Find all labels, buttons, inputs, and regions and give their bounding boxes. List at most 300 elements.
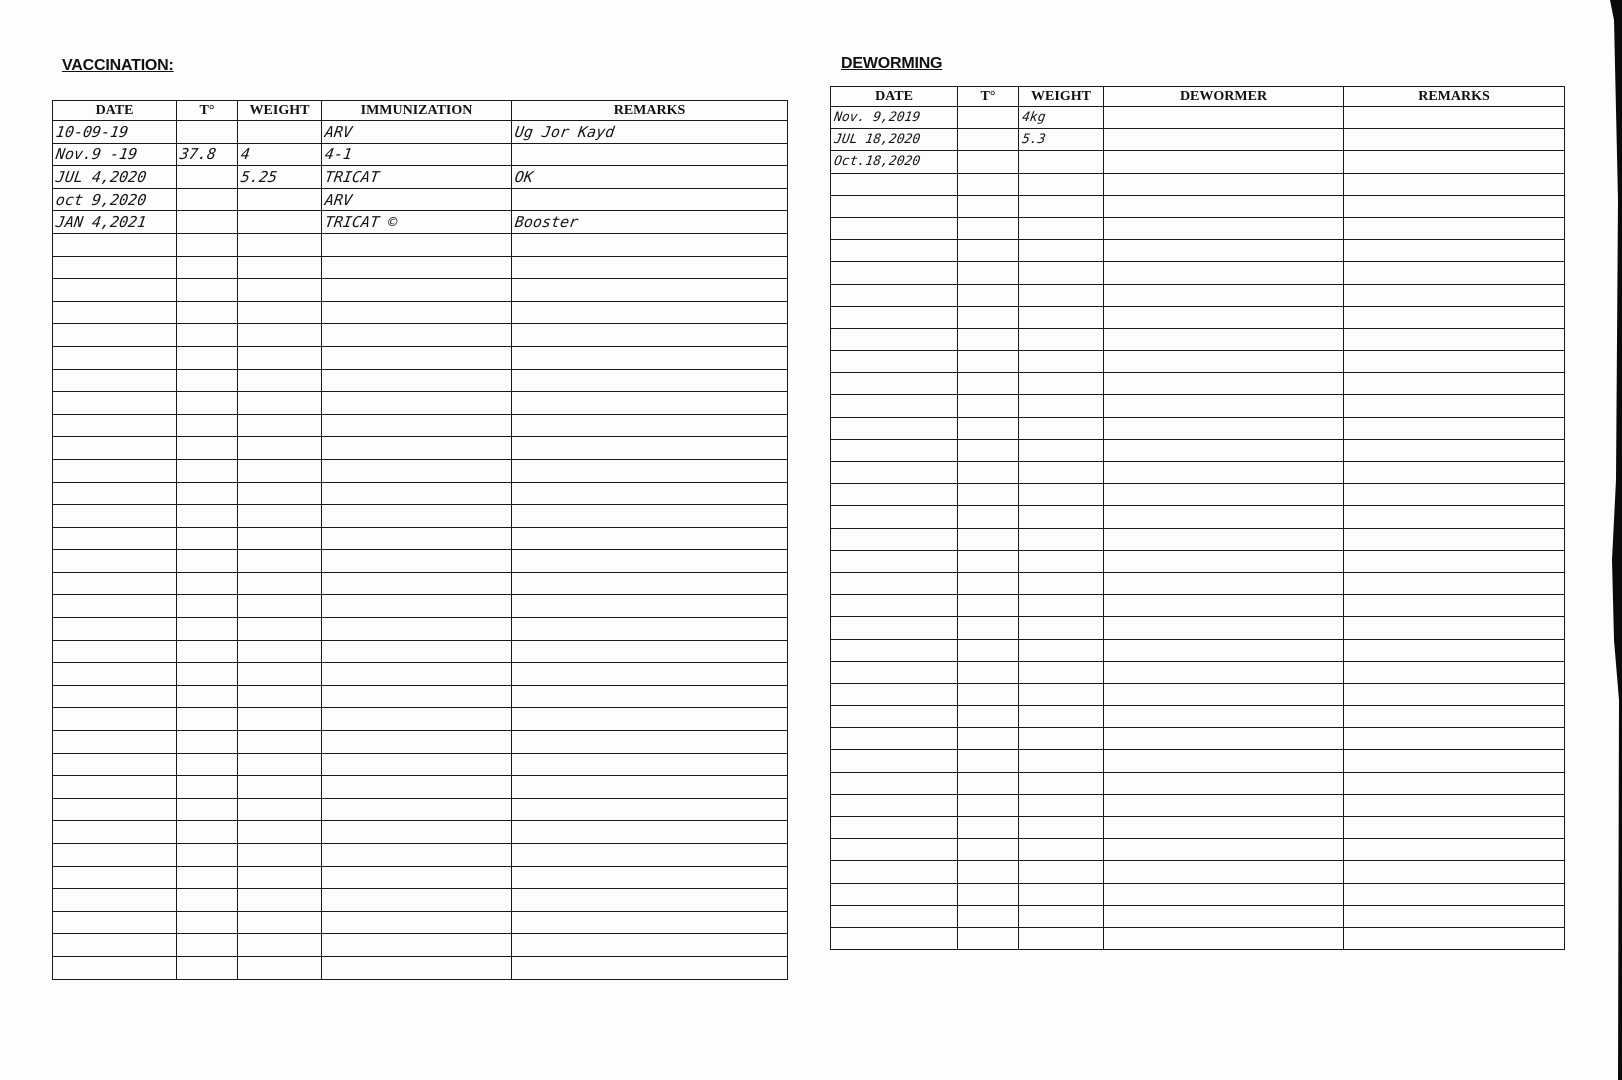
cell-immunization xyxy=(322,482,512,505)
table-row-empty xyxy=(831,195,1565,217)
deworming-header-row xyxy=(831,87,1565,107)
cell-dewormer xyxy=(1104,417,1344,439)
cell-date xyxy=(831,772,958,794)
cell-dewormer xyxy=(1104,351,1344,373)
cell-remarks xyxy=(512,121,788,144)
cell-date xyxy=(831,572,958,594)
cell-remarks xyxy=(1344,706,1565,728)
cell-remarks xyxy=(512,798,788,821)
cell-date xyxy=(831,217,958,239)
cell-weight xyxy=(1019,439,1104,461)
cell-remarks xyxy=(512,889,788,912)
cell-temperature xyxy=(177,166,238,189)
column-header-weight: WEIGHT xyxy=(238,101,322,121)
cell-date xyxy=(53,866,177,889)
cell-dewormer xyxy=(1104,728,1344,750)
table-row-empty xyxy=(53,776,788,799)
cell-date xyxy=(53,595,177,618)
table-row-empty xyxy=(53,595,788,618)
cell-date xyxy=(831,817,958,839)
cell-date xyxy=(831,617,958,639)
cell-remarks xyxy=(512,188,788,211)
cell-temperature xyxy=(958,262,1019,284)
table-row xyxy=(831,129,1565,151)
cell-temperature xyxy=(177,572,238,595)
cell-temperature xyxy=(177,459,238,482)
cell-remarks xyxy=(1344,750,1565,772)
cell-date xyxy=(831,306,958,328)
cell-date xyxy=(831,129,958,151)
table-row-empty xyxy=(53,708,788,731)
cell-date xyxy=(831,683,958,705)
cell-date xyxy=(53,618,177,641)
cell-dewormer xyxy=(1104,861,1344,883)
cell-weight xyxy=(1019,373,1104,395)
cell-date xyxy=(831,107,958,129)
table-row-empty xyxy=(53,414,788,437)
cell-weight xyxy=(238,844,322,867)
cell-temperature xyxy=(958,129,1019,151)
cell-date xyxy=(53,392,177,415)
cell-weight xyxy=(1019,817,1104,839)
cell-remarks xyxy=(512,753,788,776)
table-row-empty xyxy=(53,618,788,641)
handwritten-entry: 4 xyxy=(239,145,252,164)
table-row xyxy=(53,188,788,211)
cell-temperature xyxy=(177,798,238,821)
cell-date xyxy=(53,798,177,821)
table-row-empty xyxy=(831,351,1565,373)
cell-weight xyxy=(1019,750,1104,772)
cell-remarks xyxy=(512,482,788,505)
cell-weight xyxy=(1019,883,1104,905)
cell-weight xyxy=(238,708,322,731)
table-row-empty xyxy=(53,324,788,347)
column-header-temperature: T° xyxy=(958,87,1019,107)
cell-weight xyxy=(238,911,322,934)
cell-weight xyxy=(1019,528,1104,550)
cell-temperature xyxy=(958,439,1019,461)
table-row-empty xyxy=(53,640,788,663)
cell-remarks xyxy=(1344,328,1565,350)
cell-weight xyxy=(1019,506,1104,528)
cell-weight xyxy=(238,956,322,979)
cell-temperature xyxy=(177,482,238,505)
cell-temperature xyxy=(177,685,238,708)
table-row-empty xyxy=(53,256,788,279)
cell-date xyxy=(53,685,177,708)
cell-remarks xyxy=(1344,173,1565,195)
cell-weight xyxy=(238,527,322,550)
cell-weight xyxy=(1019,173,1104,195)
cell-date xyxy=(53,233,177,256)
cell-temperature xyxy=(958,240,1019,262)
cell-dewormer xyxy=(1104,439,1344,461)
cell-weight xyxy=(238,663,322,686)
cell-immunization xyxy=(322,143,512,166)
cell-weight xyxy=(1019,306,1104,328)
table-row-empty xyxy=(831,462,1565,484)
cell-remarks xyxy=(1344,683,1565,705)
cell-date xyxy=(53,821,177,844)
table-row-empty xyxy=(831,661,1565,683)
cell-dewormer xyxy=(1104,129,1344,151)
cell-temperature xyxy=(177,188,238,211)
cell-date xyxy=(53,143,177,166)
cell-dewormer xyxy=(1104,195,1344,217)
cell-dewormer xyxy=(1104,107,1344,129)
cell-temperature xyxy=(177,753,238,776)
table-row-empty xyxy=(831,395,1565,417)
handwritten-entry: JUL 4,2020 xyxy=(54,167,148,186)
cell-temperature xyxy=(177,505,238,528)
cell-date xyxy=(53,211,177,234)
cell-weight xyxy=(1019,794,1104,816)
cell-dewormer xyxy=(1104,462,1344,484)
cell-weight xyxy=(1019,151,1104,173)
cell-remarks xyxy=(512,618,788,641)
table-row-empty xyxy=(831,683,1565,705)
cell-weight xyxy=(1019,107,1104,129)
handwritten-entry: Nov.9 -19 xyxy=(54,145,139,164)
cell-temperature xyxy=(177,844,238,867)
cell-dewormer xyxy=(1104,484,1344,506)
table-row-empty xyxy=(53,889,788,912)
cell-temperature xyxy=(958,373,1019,395)
cell-weight xyxy=(238,369,322,392)
cell-date xyxy=(831,883,958,905)
cell-remarks xyxy=(1344,861,1565,883)
table-row-empty xyxy=(831,528,1565,550)
cell-remarks xyxy=(1344,262,1565,284)
table-row-empty xyxy=(831,883,1565,905)
cell-dewormer xyxy=(1104,794,1344,816)
cell-dewormer xyxy=(1104,328,1344,350)
cell-temperature xyxy=(958,417,1019,439)
cell-remarks xyxy=(1344,817,1565,839)
cell-temperature xyxy=(958,351,1019,373)
cell-weight xyxy=(1019,639,1104,661)
cell-immunization xyxy=(322,346,512,369)
table-row-empty xyxy=(831,173,1565,195)
cell-temperature xyxy=(177,595,238,618)
cell-temperature xyxy=(177,392,238,415)
cell-remarks xyxy=(1344,395,1565,417)
cell-date xyxy=(53,889,177,912)
handwritten-entry: 4-1 xyxy=(323,145,354,164)
torn-edge-decoration xyxy=(1592,0,1622,1080)
vaccination-title: VACCINATION: xyxy=(62,57,174,74)
deworming-title: DEWORMING xyxy=(841,55,943,72)
handwritten-entry: 37.8 xyxy=(178,145,218,164)
table-row-empty xyxy=(53,753,788,776)
cell-remarks xyxy=(512,731,788,754)
cell-weight xyxy=(238,821,322,844)
cell-remarks xyxy=(1344,107,1565,129)
cell-temperature xyxy=(958,107,1019,129)
table-row-empty xyxy=(831,328,1565,350)
column-header-date: DATE xyxy=(831,87,958,107)
cell-weight xyxy=(238,776,322,799)
cell-remarks xyxy=(512,505,788,528)
table-row-empty xyxy=(53,934,788,957)
cell-temperature xyxy=(958,728,1019,750)
cell-temperature xyxy=(177,618,238,641)
cell-temperature xyxy=(958,817,1019,839)
cell-weight xyxy=(238,889,322,912)
cell-weight xyxy=(238,279,322,302)
table-row-empty xyxy=(831,706,1565,728)
cell-temperature xyxy=(177,233,238,256)
handwritten-entry: ARV xyxy=(323,122,354,141)
cell-remarks xyxy=(1344,506,1565,528)
cell-temperature xyxy=(958,794,1019,816)
cell-temperature xyxy=(177,256,238,279)
cell-temperature xyxy=(177,211,238,234)
cell-temperature xyxy=(177,414,238,437)
cell-date xyxy=(831,905,958,927)
cell-remarks xyxy=(1344,927,1565,949)
cell-dewormer xyxy=(1104,706,1344,728)
cell-weight xyxy=(1019,861,1104,883)
cell-weight xyxy=(238,324,322,347)
cell-date xyxy=(831,639,958,661)
cell-remarks xyxy=(512,572,788,595)
cell-weight xyxy=(238,798,322,821)
cell-remarks xyxy=(512,211,788,234)
cell-temperature xyxy=(177,437,238,460)
column-header-weight: WEIGHT xyxy=(1019,87,1104,107)
table-row-empty xyxy=(831,439,1565,461)
cell-immunization xyxy=(322,595,512,618)
cell-weight xyxy=(238,143,322,166)
cell-immunization xyxy=(322,753,512,776)
cell-date xyxy=(53,369,177,392)
cell-weight xyxy=(1019,240,1104,262)
cell-date xyxy=(831,728,958,750)
cell-immunization xyxy=(322,392,512,415)
table-row-empty xyxy=(831,373,1565,395)
cell-weight xyxy=(238,256,322,279)
cell-date xyxy=(831,706,958,728)
table-row-empty xyxy=(53,437,788,460)
cell-date xyxy=(831,861,958,883)
cell-date xyxy=(831,550,958,572)
handwritten-entry: 10-09-19 xyxy=(54,122,130,141)
cell-weight xyxy=(1019,195,1104,217)
cell-dewormer xyxy=(1104,883,1344,905)
table-row xyxy=(831,107,1565,129)
cell-dewormer xyxy=(1104,772,1344,794)
cell-immunization xyxy=(322,911,512,934)
cell-immunization xyxy=(322,821,512,844)
vaccination-table xyxy=(52,100,788,980)
cell-date xyxy=(831,439,958,461)
cell-weight xyxy=(1019,595,1104,617)
cell-temperature xyxy=(958,550,1019,572)
cell-remarks xyxy=(512,911,788,934)
cell-temperature xyxy=(958,661,1019,683)
table-row-empty xyxy=(831,839,1565,861)
table-row-empty xyxy=(53,866,788,889)
cell-date xyxy=(831,373,958,395)
table-row-empty xyxy=(831,772,1565,794)
column-header-date: DATE xyxy=(53,101,177,121)
cell-date xyxy=(53,956,177,979)
cell-immunization xyxy=(322,414,512,437)
cell-weight xyxy=(238,392,322,415)
cell-immunization xyxy=(322,256,512,279)
table-row-empty xyxy=(53,527,788,550)
cell-temperature xyxy=(958,328,1019,350)
cell-immunization xyxy=(322,889,512,912)
cell-date xyxy=(831,262,958,284)
cell-weight xyxy=(1019,706,1104,728)
cell-date xyxy=(53,166,177,189)
cell-remarks xyxy=(512,866,788,889)
cell-weight xyxy=(1019,927,1104,949)
cell-date xyxy=(831,151,958,173)
table-row-empty xyxy=(53,572,788,595)
table-row-empty xyxy=(53,459,788,482)
handwritten-entry: TRICAT xyxy=(323,167,381,186)
cell-temperature xyxy=(958,905,1019,927)
handwritten-entry: TRICAT © xyxy=(323,213,399,232)
cell-date xyxy=(831,328,958,350)
cell-date xyxy=(831,595,958,617)
cell-immunization xyxy=(322,685,512,708)
column-header-dewormer: DEWORMER xyxy=(1104,87,1344,107)
table-row xyxy=(831,151,1565,173)
cell-dewormer xyxy=(1104,262,1344,284)
cell-remarks xyxy=(1344,572,1565,594)
column-header-remarks: REMARKS xyxy=(1344,87,1565,107)
cell-remarks xyxy=(1344,794,1565,816)
cell-immunization xyxy=(322,731,512,754)
cell-date xyxy=(831,661,958,683)
table-row-empty xyxy=(831,927,1565,949)
cell-date xyxy=(53,437,177,460)
table-row-empty xyxy=(53,233,788,256)
cell-date xyxy=(53,188,177,211)
column-header-immunization: IMMUNIZATION xyxy=(322,101,512,121)
cell-immunization xyxy=(322,708,512,731)
cell-weight xyxy=(1019,351,1104,373)
cell-dewormer xyxy=(1104,173,1344,195)
cell-date xyxy=(53,324,177,347)
cell-date xyxy=(53,708,177,731)
cell-weight xyxy=(238,866,322,889)
cell-weight xyxy=(238,166,322,189)
cell-remarks xyxy=(1344,284,1565,306)
deworming-table xyxy=(830,86,1565,950)
cell-weight xyxy=(1019,484,1104,506)
cell-weight xyxy=(238,685,322,708)
handwritten-entry: 5.25 xyxy=(239,167,279,186)
cell-date xyxy=(831,927,958,949)
cell-dewormer xyxy=(1104,839,1344,861)
handwritten-entry: Nov. 9,2019 xyxy=(833,109,922,125)
cell-remarks xyxy=(512,663,788,686)
table-row-empty xyxy=(831,306,1565,328)
cell-weight xyxy=(1019,217,1104,239)
cell-remarks xyxy=(512,708,788,731)
cell-dewormer xyxy=(1104,817,1344,839)
table-row xyxy=(53,121,788,144)
cell-dewormer xyxy=(1104,927,1344,949)
cell-date xyxy=(831,351,958,373)
cell-date xyxy=(831,506,958,528)
cell-dewormer xyxy=(1104,639,1344,661)
cell-temperature xyxy=(177,369,238,392)
cell-dewormer xyxy=(1104,595,1344,617)
cell-remarks xyxy=(1344,839,1565,861)
table-row-empty xyxy=(831,617,1565,639)
cell-date xyxy=(53,663,177,686)
cell-immunization xyxy=(322,776,512,799)
cell-weight xyxy=(1019,462,1104,484)
table-row-empty xyxy=(53,279,788,302)
handwritten-entry: oct 9,2020 xyxy=(54,190,148,209)
cell-weight xyxy=(1019,550,1104,572)
cell-temperature xyxy=(177,640,238,663)
cell-temperature xyxy=(177,731,238,754)
cell-dewormer xyxy=(1104,506,1344,528)
handwritten-entry: JUL 18,2020 xyxy=(833,131,922,147)
cell-remarks xyxy=(512,166,788,189)
table-row xyxy=(53,143,788,166)
table-row-empty xyxy=(831,550,1565,572)
cell-weight xyxy=(238,753,322,776)
table-row-empty xyxy=(831,905,1565,927)
cell-date xyxy=(53,459,177,482)
table-row-empty xyxy=(831,240,1565,262)
cell-weight xyxy=(1019,262,1104,284)
cell-remarks xyxy=(1344,439,1565,461)
table-row-empty xyxy=(53,392,788,415)
table-row xyxy=(53,166,788,189)
cell-remarks xyxy=(512,821,788,844)
cell-dewormer xyxy=(1104,217,1344,239)
cell-date xyxy=(53,482,177,505)
cell-temperature xyxy=(177,956,238,979)
cell-date xyxy=(53,527,177,550)
cell-dewormer xyxy=(1104,750,1344,772)
table-row-empty xyxy=(831,728,1565,750)
cell-immunization xyxy=(322,505,512,528)
cell-temperature xyxy=(958,484,1019,506)
cell-weight xyxy=(238,934,322,957)
cell-temperature xyxy=(958,217,1019,239)
cell-remarks xyxy=(1344,351,1565,373)
cell-weight xyxy=(238,595,322,618)
cell-remarks xyxy=(1344,306,1565,328)
cell-date xyxy=(831,484,958,506)
cell-temperature xyxy=(177,911,238,934)
cell-dewormer xyxy=(1104,151,1344,173)
column-header-temperature: T° xyxy=(177,101,238,121)
cell-immunization xyxy=(322,437,512,460)
cell-remarks xyxy=(1344,151,1565,173)
cell-date xyxy=(831,195,958,217)
cell-weight xyxy=(238,211,322,234)
cell-date xyxy=(53,414,177,437)
cell-immunization xyxy=(322,233,512,256)
cell-weight xyxy=(238,188,322,211)
cell-date xyxy=(53,753,177,776)
handwritten-entry: ARV xyxy=(323,190,354,209)
table-row-empty xyxy=(53,346,788,369)
